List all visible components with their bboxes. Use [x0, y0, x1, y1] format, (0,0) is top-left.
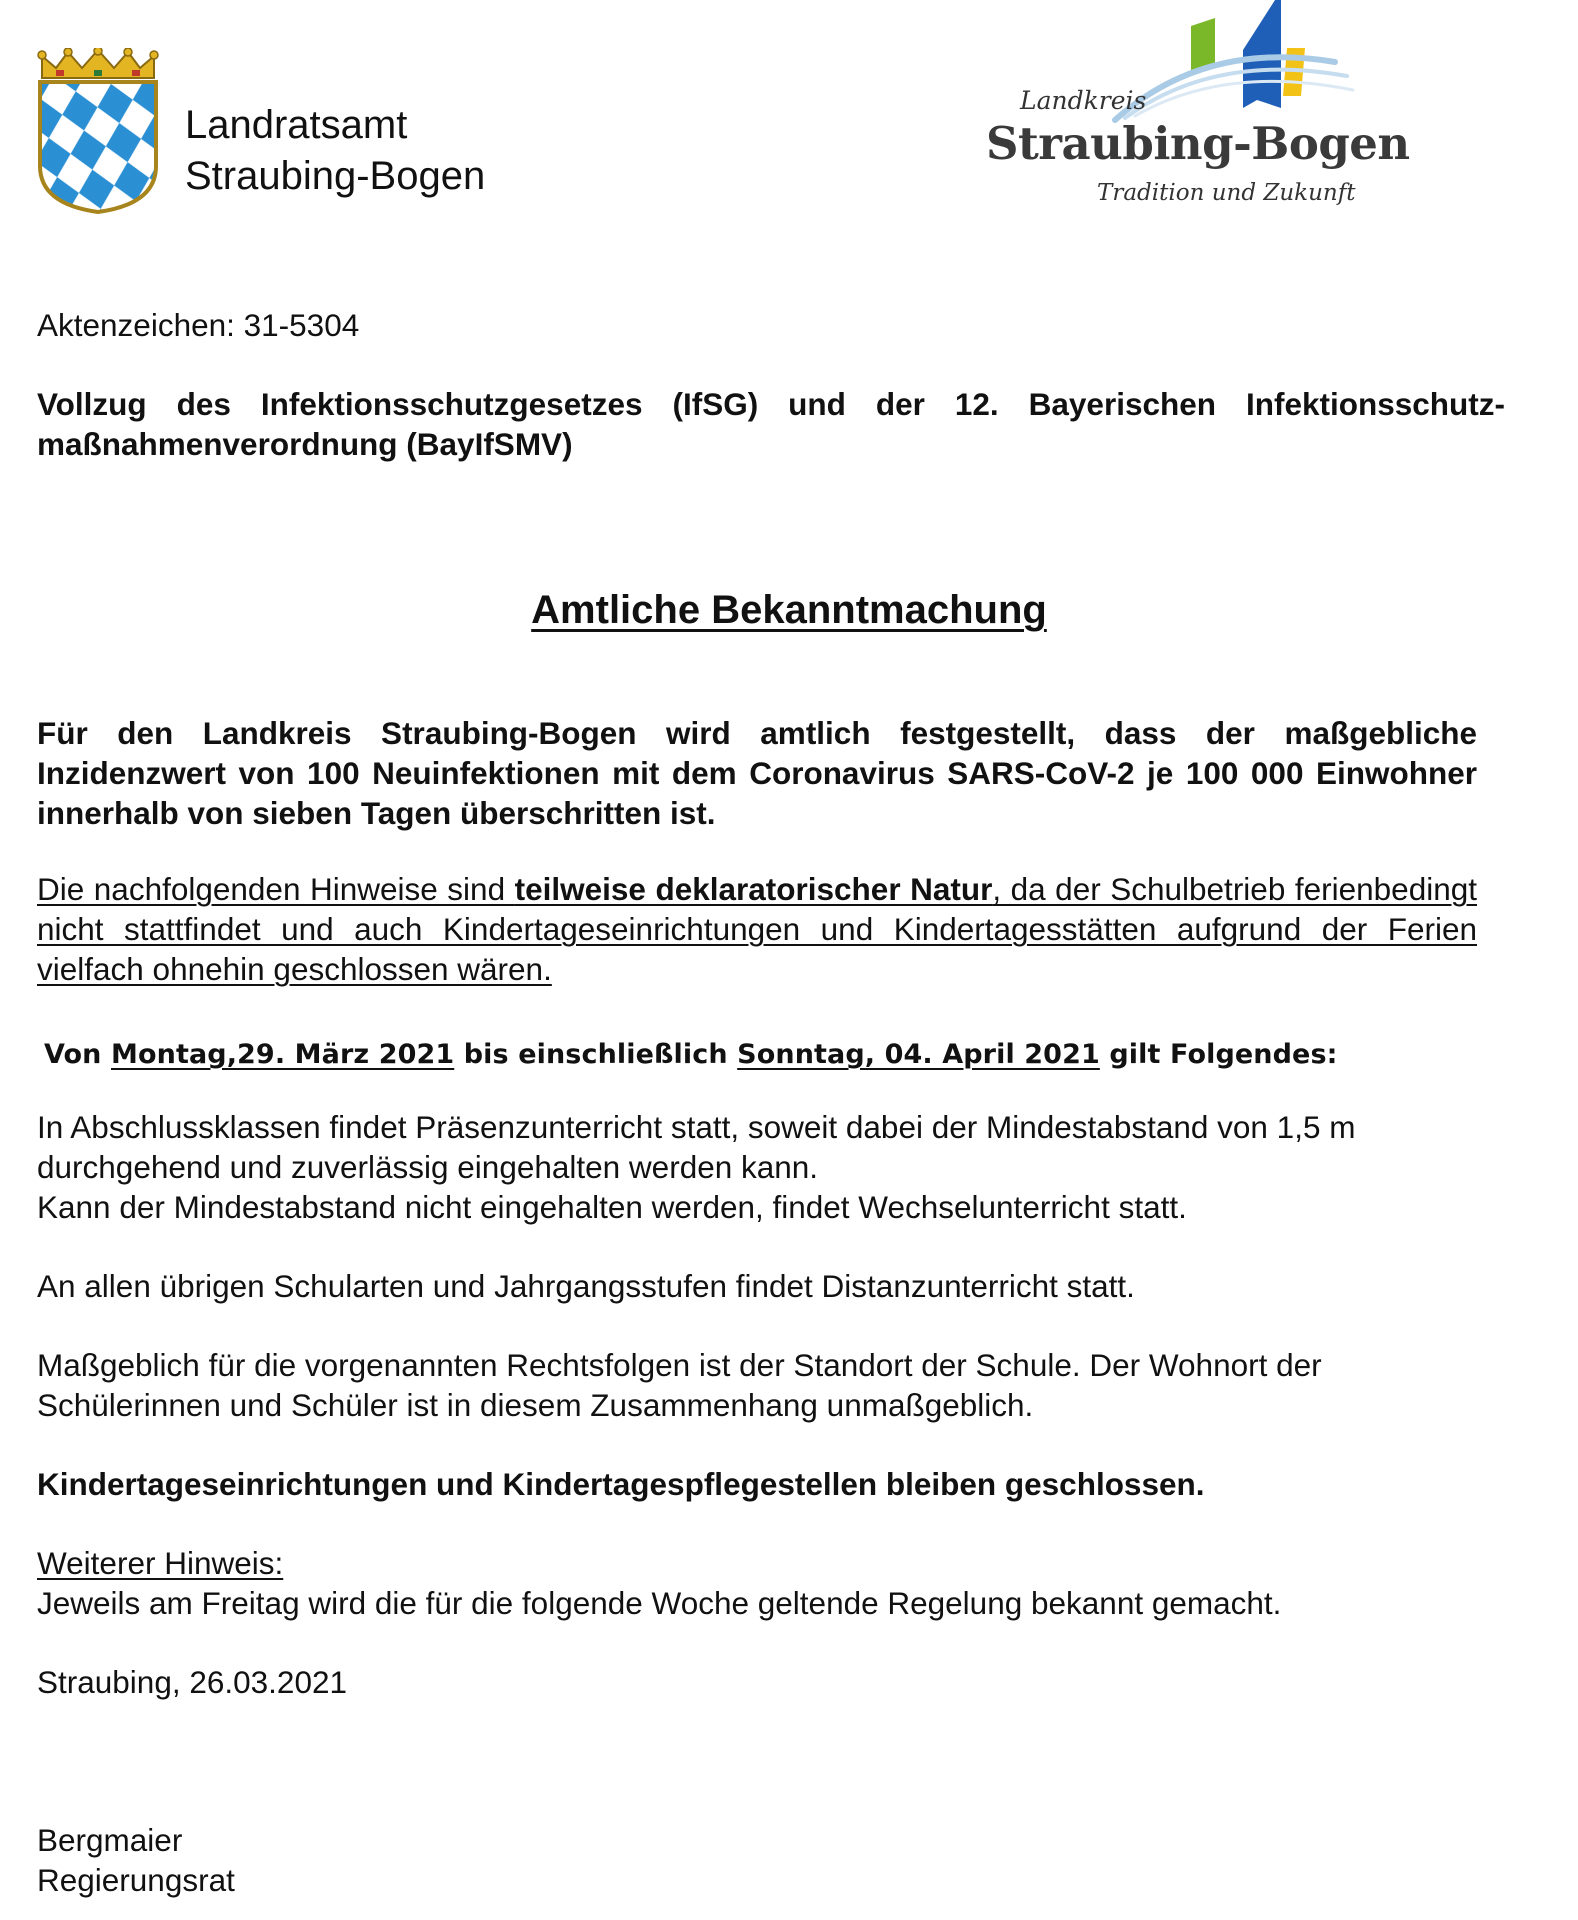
further-note-text: Jeweils am Freitag wird die für die folgende Woche geltende Regelung bekannt gemacht. [37, 1585, 1282, 1621]
rule-distance: An allen übrigen Schularten und Jahrgangsstufen findet Distanzunterricht statt. [37, 1268, 1135, 1304]
title-text: Amtliche Bekanntmachung [531, 588, 1047, 632]
page-title [0, 587, 1578, 633]
validity-period [44, 1035, 1338, 1075]
logo-district-name: Straubing-Bogen [986, 117, 1410, 170]
issuing-office [185, 100, 485, 202]
period-prefix: Von [44, 1039, 111, 1070]
signatory-name: Bergmaier [37, 1822, 183, 1858]
bavarian-coat-of-arms-icon [34, 48, 162, 214]
office-line-1: Landratsamt [185, 103, 408, 147]
period-middle: bis einschließlich [454, 1039, 738, 1070]
official-finding: Für den Landkreis Straubing-Bogen wird amtlich festgestellt, dass der maßgebliche Inzidenzwert von 100 Neuinfektionen mit dem Coronavirus SARS-CoV-2 je 100 000 Einwohner innerhalb von sieben Tagen überschritten ist. [37, 715, 1477, 831]
rule-daycare: Kindertageseinrichtungen und Kindertagespflegestellen bleiben geschlossen. [37, 1466, 1205, 1502]
signature [37, 1820, 1505, 1900]
period-start: Montag,29. März 2021 [111, 1039, 455, 1070]
notice-part-2: , da der Schulbetrieb ferienbedingt nicht stattfindet und auch Kindertageseinrichtungen und Kindertagesstätten aufgrund der Ferien vielfach ohnehin geschlossen wären. [37, 871, 1477, 987]
logo-tagline: Tradition und Zukunft [1097, 180, 1356, 206]
notice-emphasis: teilweise deklaratorischer Natur [514, 871, 993, 907]
further-note [37, 1543, 1505, 1623]
period-end: Sonntag, 04. April 2021 [737, 1039, 1100, 1070]
rule-final-classes: In Abschlussklassen findet Präsenzunterricht statt, soweit dabei der Mindestabstand von 1,5 m durchgehend und zuverlässig eingehalten werden kann. [37, 1109, 1356, 1185]
rule-location: Maßgeblich für die vorgenannten Rechtsfolgen ist der Standort der Schule. Der Wohnort der Schülerinnen und Schüler ist in diesem Zusammenhang unmaßgeblich. [37, 1347, 1322, 1423]
declaratory-notice [37, 869, 1477, 989]
notice-part-1: Die nachfolgenden Hinweise sind [37, 871, 515, 907]
subject-line-2: maßnahmenverordnung (BayIfSMV) [37, 426, 573, 462]
further-note-label: Weiterer Hinweis: [37, 1545, 284, 1581]
period-suffix: gilt Folgendes: [1099, 1039, 1338, 1070]
rule-alternating: Kann der Mindestabstand nicht eingehalten werden, findet Wechselunterricht statt. [37, 1189, 1187, 1225]
subject [37, 384, 1505, 464]
logo-district-label: Landkreis [1020, 86, 1147, 115]
place-date: Straubing, 26.03.2021 [37, 1664, 348, 1700]
subject-line-1: Vollzug des Infektionsschutzgesetzes (IfSG) und der 12. Bayerischen Infektionsschutz- [37, 386, 1505, 422]
signatory-title: Regierungsrat [37, 1862, 235, 1898]
file-reference: Aktenzeichen: 31-5304 [37, 307, 360, 343]
office-line-2: Straubing-Bogen [185, 154, 486, 198]
